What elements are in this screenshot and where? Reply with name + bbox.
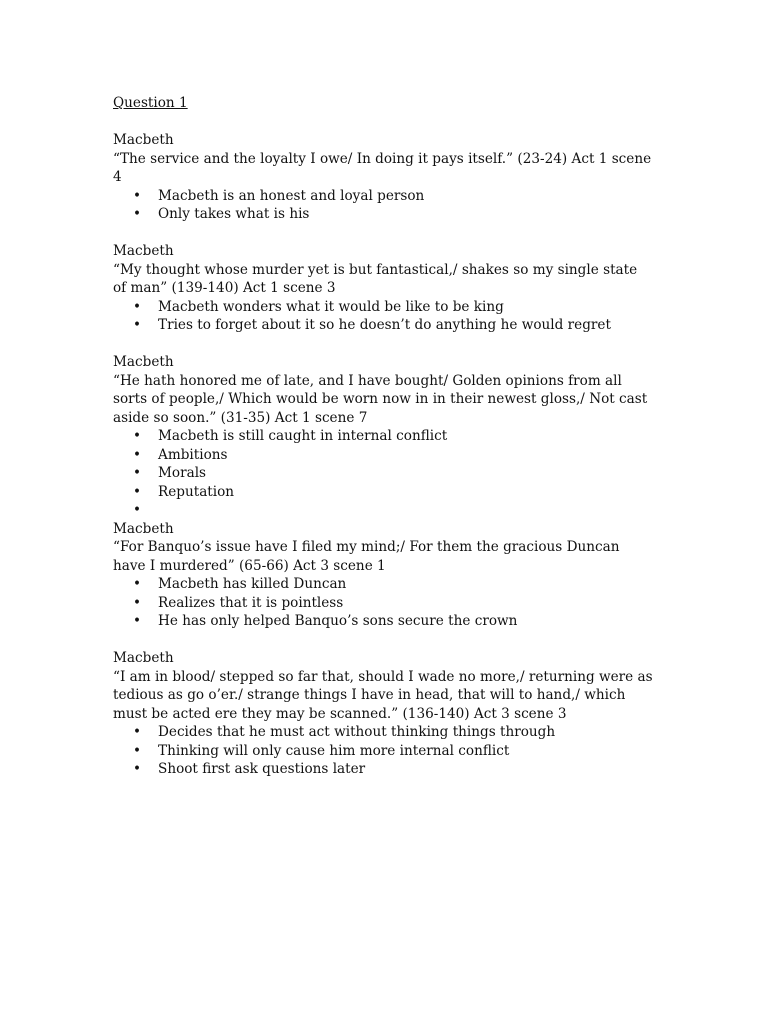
speaker-name: Macbeth (113, 243, 174, 259)
list-item (113, 723, 653, 742)
list-item-text: Shoot first ask questions later (158, 761, 366, 777)
bullet-icon: • (133, 446, 142, 463)
list-item (113, 594, 653, 613)
list-item (113, 612, 653, 631)
list-item-text: Macbeth has killed Duncan (158, 576, 347, 592)
bullet-icon: • (133, 724, 142, 740)
list-item (113, 742, 653, 761)
quote-text: “The service and the loyalty I owe/ In doing it pays itself.” (23-24) Act 1 scene 4 (113, 150, 652, 185)
document-body (113, 94, 653, 779)
bullet-icon: • (133, 187, 142, 204)
bullet-icon: • (133, 742, 142, 759)
analysis-list (113, 298, 653, 335)
quote-text: “I am in blood/ stepped so far that, should I wade no more,/ returning were as tedious as go o’er./ strange things I have in head, that will to hand,/ which must be acted ere they may be scanned.” (136-140) Act 3 scene 3 (113, 668, 653, 722)
list-item (113, 575, 653, 594)
bullet-icon: • (133, 465, 142, 481)
list-item (113, 316, 653, 335)
bullet-icon: • (133, 317, 142, 333)
list-item-text: Tries to forget about it so he doesn’t do anything he would regret (158, 317, 611, 333)
list-item (113, 501, 653, 520)
analysis-list (113, 723, 653, 779)
list-item (113, 298, 653, 317)
bullet-icon: • (133, 761, 142, 777)
bullet-icon: • (133, 613, 142, 629)
bullet-icon: • (133, 594, 142, 611)
list-item (113, 205, 653, 224)
list-item (113, 187, 653, 206)
list-item-text: Morals (158, 465, 207, 481)
list-item (113, 446, 653, 465)
list-item-text: Only takes what is his (158, 206, 310, 222)
speaker-name: Macbeth (113, 354, 174, 370)
spacer (113, 335, 653, 354)
bullet-icon: • (133, 298, 142, 315)
quote-text: “He hath honored me of late, and I have bought/ Golden opinions from all sorts of people,/ Which would be worn now in in their newest gloss,/ Not cast aside so soon.” (31-35) Act 1 scene 7 (113, 372, 648, 426)
quote-text: “For Banquo’s issue have I filed my mind;/ For them the gracious Duncan have I murdered” (65-66) Act 3 scene 1 (113, 539, 620, 574)
spacer (113, 224, 653, 243)
question-heading: Question 1 (113, 95, 188, 111)
quote-text: “My thought whose murder yet is but fantastical,/ shakes so my single state of man” (139-140) Act 1 scene 3 (113, 261, 638, 296)
list-item (113, 427, 653, 446)
spacer (113, 113, 653, 132)
bullet-icon: • (133, 576, 142, 592)
list-item-text: He has only helped Banquo’s sons secure the crown (158, 613, 518, 629)
list-item (113, 483, 653, 502)
list-item-text: Realizes that it is pointless (158, 594, 344, 611)
list-item-text: Decides that he must act without thinking things through (158, 724, 556, 740)
list-item-text: Reputation (158, 483, 235, 500)
quote-section-1 (113, 131, 653, 224)
list-item-text: Thinking will only cause him more internal conflict (158, 742, 510, 759)
speaker-name: Macbeth (113, 132, 174, 148)
bullet-icon: • (133, 502, 142, 518)
list-item-text: Macbeth is an honest and loyal person (158, 187, 425, 204)
analysis-list (113, 575, 653, 631)
list-item-text: Ambitions (158, 446, 228, 463)
list-item-text: Macbeth is still caught in internal conflict (158, 428, 448, 444)
speaker-name: Macbeth (113, 650, 174, 666)
spacer (113, 631, 653, 650)
speaker-name: Macbeth (113, 520, 174, 537)
bullet-icon: • (133, 483, 142, 500)
quote-section-3 (113, 353, 653, 520)
quote-section-5 (113, 649, 653, 779)
quote-section-2 (113, 242, 653, 335)
bullet-icon: • (133, 206, 142, 222)
bullet-icon: • (133, 428, 142, 444)
list-item (113, 464, 653, 483)
list-item-text: Macbeth wonders what it would be like to be king (158, 298, 504, 315)
analysis-list (113, 187, 653, 224)
quote-section-4 (113, 520, 653, 631)
list-item (113, 760, 653, 779)
analysis-list (113, 427, 653, 520)
